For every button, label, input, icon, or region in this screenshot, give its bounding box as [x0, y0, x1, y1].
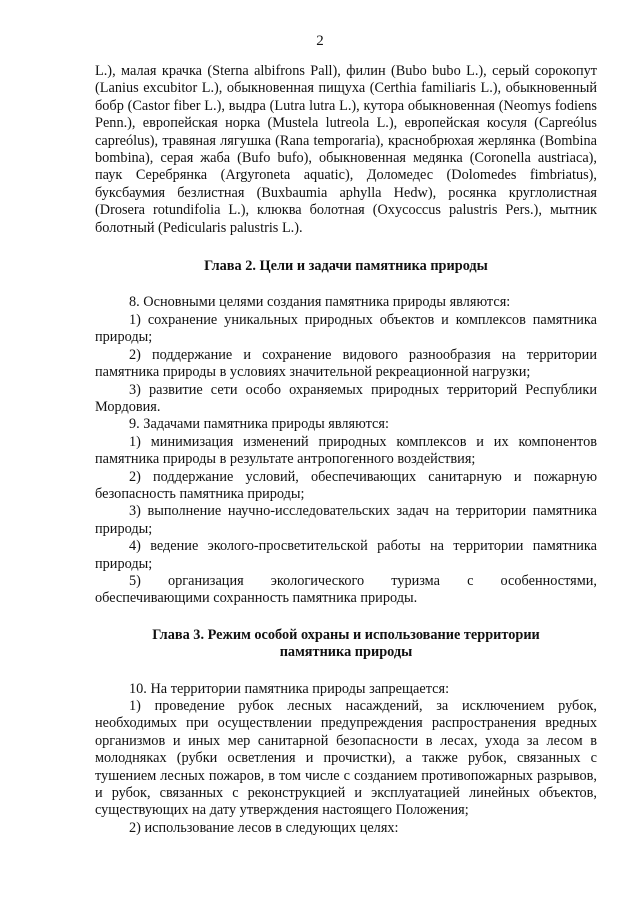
item-9-point-1: 1) минимизация изменений природных комплексов и их компонентов памятника природы в результате антропогенного воздействия;: [95, 433, 597, 468]
item-9-point-4: 4) ведение эколого-просветительской работы на территории памятника природы;: [95, 538, 597, 572]
item-8-point-1: 1) сохранение уникальных природных объектов и комплексов памятника природы;: [95, 311, 597, 346]
item-9-point-5: 5) организация экологического туризма с особенностями, обеспечивающими сохранность памятника природы.: [95, 572, 597, 607]
item-8-intro: 8. Основными целями создания памятника природы являются:: [129, 294, 511, 311]
page-number: 2: [316, 33, 324, 49]
item-10-point-2: 2) использование лесов в следующих целях:: [129, 819, 399, 836]
item-9-point-3: 3) выполнение научно-исследовательских задач на территории памятника природы;: [95, 503, 597, 537]
item-8-point-2: 2) поддержание и сохранение видового разнообразия на территории памятника природы в условиях значительной рекреационной нагрузки;: [95, 346, 597, 381]
document-body: [95, 63, 597, 837]
chapter-2-title: Глава 2. Цели и задачи памятника природы: [204, 258, 488, 275]
intro-paragraph: L.), малая крачка (Sterna albifrons Pall), филин (Bubo bubo L.), серый сорокопут (Lanius excubitor L.), обыкновенная пищуха (Certhia familiaris L.), обыкновенный бобр (Castor fiber L.), выдра (Lutra lutra L.), кутора обыкновенная (Neomys fodiens Penn.), европейская норка (Mustela lutreola L.), европейская косуля (Capreólus capreólus), травяная лягушка (Rana temporaria), краснобрюхая жерлянка (Bombina bombina), серая жаба (Bufo bufo), обыкновенная медянка (Coronella austriaca), паук Серебрянка (Argyroneta aquatic), Доломедес (Dolomedes fimbriatus), буксбаумия безлистная (Buxbaumia aphylla Hedw), росянка круглолистная (Drosera rotundifolia L.), клюква болотная (Oxycoccus palustris Pers.), мытник болотный (Pedicularis palustris L.).: [95, 63, 597, 236]
item-8-point-3: 3) развитие сети особо охраняемых природных территорий Республики Мордовия.: [95, 381, 597, 415]
item-9-intro: 9. Задачами памятника природы являются:: [129, 416, 389, 433]
chapter-3-title: Глава 3. Режим особой охраны и использование территории памятника природы: [152, 626, 540, 661]
item-10-point-1: 1) проведение рубок лесных насаждений, за исключением рубок, необходимых при осуществлении предупреждения распространения вредных организмов и иных мер санитарной безопасности в лесах, ухода за лесом в молодняках (рубки осветления и прочистки), а также рубок, связанных с тушением лесных пожаров, в том числе с созданием противопожарных разрывов, и рубок, связанных с реконструкцией и эксплуатацией линейных объектов, существующих на дату утверждения настоящего Положения;: [95, 698, 597, 819]
item-9-point-2: 2) поддержание условий, обеспечивающих санитарную и пожарную безопасность памятника природы;: [95, 468, 597, 502]
item-10-intro: 10. На территории памятника природы запрещается:: [129, 680, 450, 697]
